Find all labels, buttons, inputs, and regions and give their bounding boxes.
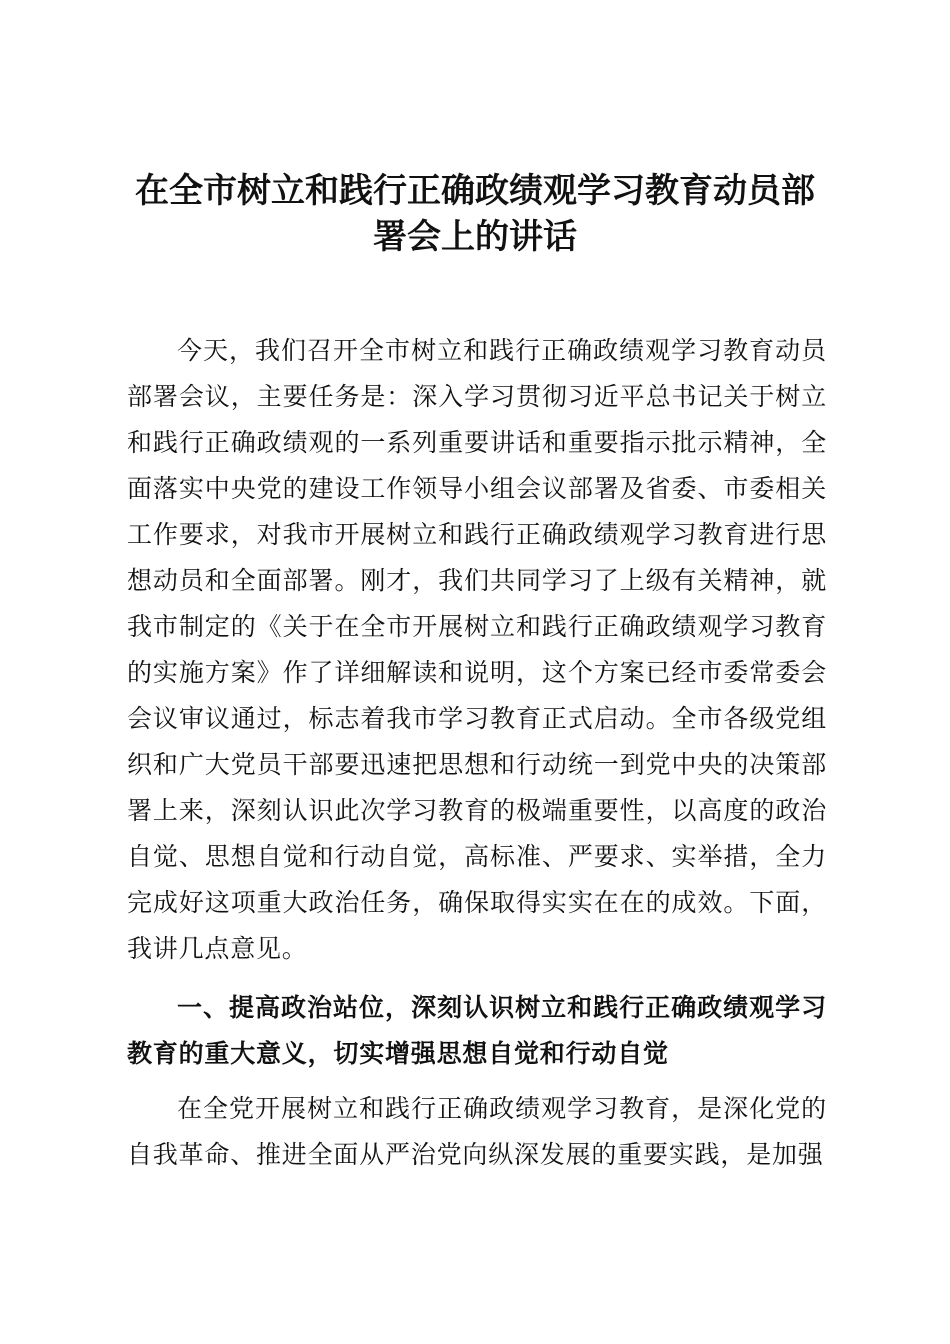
section-heading: 一、提高政治站位，深刻认识树立和践行正确政绩观学习教育的重大意义，切实增强思想自觉和行动自觉: [127, 993, 827, 1068]
document-title: 在全市树立和践行正确政绩观学习教育动员部署会上的讲话: [135, 171, 815, 257]
section-paragraph: 在全党开展树立和践行正确政绩观学习教育，是深化党的自我革命、推进全面从严治党向纵深发展的重要实践，是加强: [127, 1094, 827, 1169]
intro-paragraph: 今天，我们召开全市树立和践行正确政绩观学习教育动员部署会议，主要任务是：深入学习贯彻习近平总书记关于树立和践行正确政绩观的一系列重要讲话和重要指示批示精神，全面落实中央党的建设工作领导小组会议部署及省委、市委相关工作要求，对我市开展树立和践行正确政绩观学习教育进行思想动员和全面部署。刚才，我们共同学习了上级有关精神，就我市制定的《关于在全市开展树立和践行正确政绩观学习教育的实施方案》作了详细解读和说明，这个方案已经市委常委会会议审议通过，标志着我市学习教育正式启动。全市各级党组织和广大党员干部要迅速把思想和行动统一到党中央的决策部署上来，深刻认识此次学习教育的极端重要性，以高度的政治自觉、思想自觉和行动自觉，高标准、严要求、实举措，全力完成好这项重大政治任务，确保取得实实在在的成效。下面，我讲几点意见。: [127, 336, 827, 963]
